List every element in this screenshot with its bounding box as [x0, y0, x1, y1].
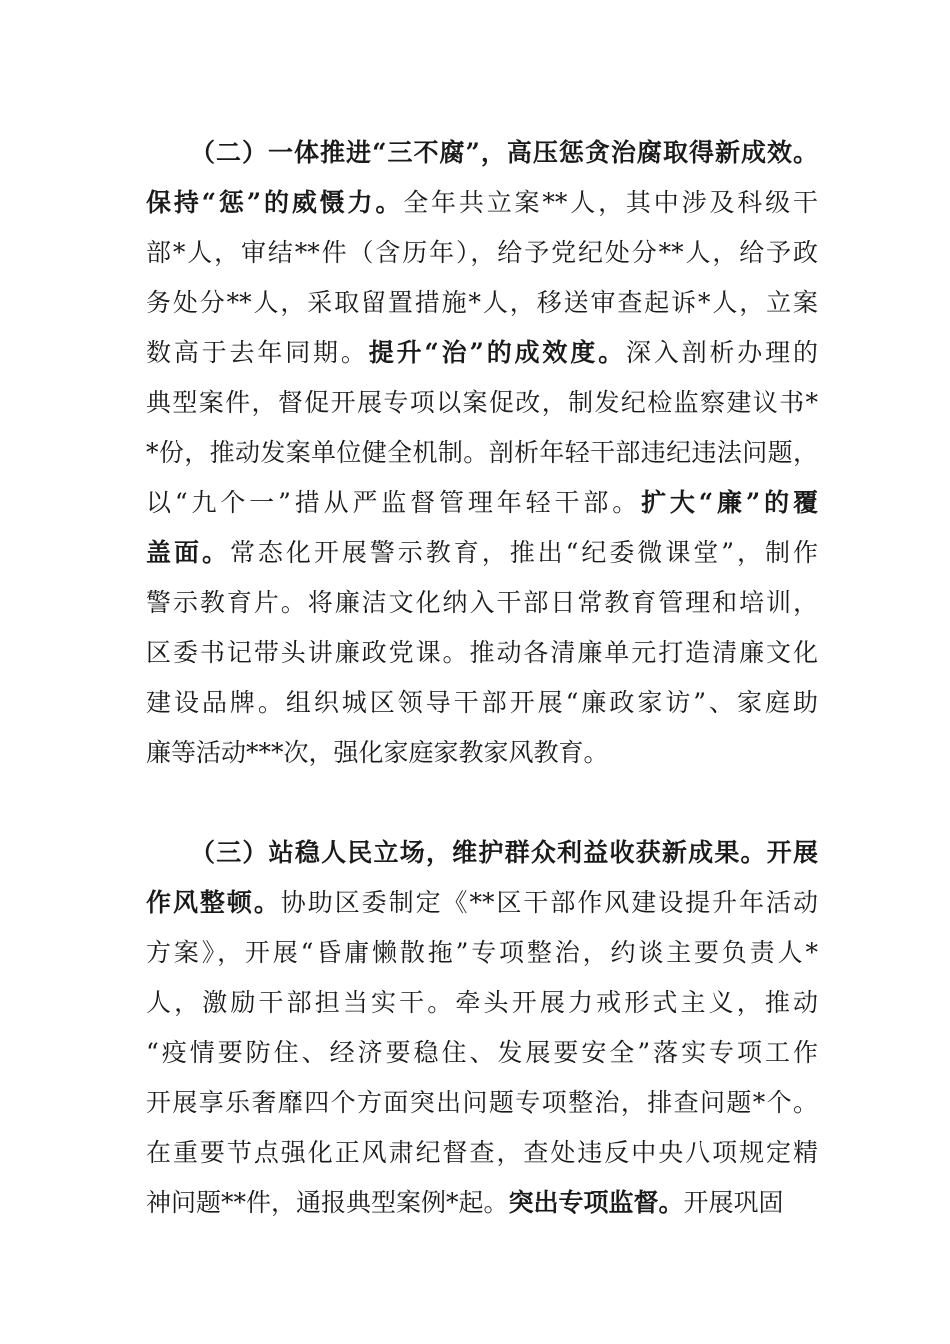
bold-phrase: 保持“惩”的威慑力。: [146, 188, 404, 217]
text-run: 神问题**件，通报典型案例*起。: [146, 1188, 509, 1217]
text-run: 常态化开展警示教育，推出“纪委微课堂”，制作: [229, 538, 818, 567]
bold-phrase: 作风整顿。: [146, 888, 281, 917]
text-run: 深入剖析办理的: [625, 338, 818, 367]
text-line: [146, 578, 818, 628]
bold-phrase: （二）一体推进“三不腐”，高压惩贪治腐取得新成效。: [190, 138, 818, 167]
text-line: [146, 428, 818, 478]
text-line: [146, 228, 818, 278]
text-line: [146, 328, 818, 378]
text-line: [146, 1078, 818, 1128]
text-line: [146, 1178, 818, 1228]
bold-phrase: 提升“治”的成效度。: [368, 338, 626, 367]
text-run: 在重要节点强化正风肃纪督查，查处违反中央八项规定精: [146, 1138, 818, 1167]
text-run: 务处分**人，采取留置措施*人，移送审查起诉*人，立案: [146, 288, 818, 317]
section-three-paragraph: [146, 828, 818, 1228]
text-line: [146, 178, 818, 228]
section-two-paragraph: [146, 128, 818, 778]
text-run: 建设品牌。组织城区领导干部开展“廉政家访”、家庭助: [146, 688, 818, 717]
text-run: 开展享乐奢靡四个方面突出问题专项整治，排查问题*个。: [146, 1088, 818, 1117]
text-line: [146, 528, 818, 578]
text-line: [146, 678, 818, 728]
text-line: [146, 878, 818, 928]
paragraph-gap: [146, 778, 818, 828]
text-run: 协助区委制定《**区干部作风建设提升年活动: [280, 888, 818, 917]
text-run: “疫情要防住、经济要稳住、发展要安全”落实专项工作: [146, 1038, 818, 1067]
text-run: 方案》，开展“昏庸懒散拖”专项整治，约谈主要负责人*: [146, 938, 818, 967]
text-run: *份，推动发案单位健全机制。剖析年轻干部违纪违法问题，: [146, 438, 818, 467]
text-run: 全年共立案**人，其中涉及科级干: [403, 188, 818, 217]
text-line: [146, 278, 818, 328]
text-line: [146, 928, 818, 978]
text-run: 区委书记带头讲廉政党课。推动各清廉单元打造清廉文化: [146, 638, 818, 667]
text-line: [146, 728, 818, 778]
text-run: 人，激励干部担当实干。牵头开展力戒形式主义，推动: [146, 988, 818, 1017]
bold-phrase: 突出专项监督。: [508, 1188, 684, 1217]
text-line: [146, 1028, 818, 1078]
text-run: 以“九个一”措从严监督管理年轻干部。: [146, 488, 642, 517]
text-line: [146, 478, 818, 528]
text-line: [146, 828, 818, 878]
bold-phrase: （三）站稳人民立场，维护群众利益收获新成果。开展: [190, 838, 818, 867]
text-run: 部*人，审结**件（含历年），给予党纪处分**人，给予政: [146, 238, 818, 267]
text-line: [146, 378, 818, 428]
text-line: [146, 628, 818, 678]
text-run: 警示教育片。将廉洁文化纳入干部日常教育管理和培训，: [146, 588, 818, 617]
text-run: 开展巩固: [683, 1188, 784, 1217]
text-run: 典型案件，督促开展专项以案促改，制发纪检监察建议书*: [146, 388, 818, 417]
bold-phrase: 扩大“廉”的覆: [641, 488, 818, 517]
text-run: 数高于去年同期。: [146, 338, 369, 367]
document-page: [146, 128, 818, 1228]
bold-phrase: 盖面。: [146, 538, 230, 567]
text-run: 廉等活动***次，强化家庭家教家风教育。: [146, 738, 609, 767]
text-line: [146, 1128, 818, 1178]
text-line: [146, 978, 818, 1028]
text-line: [146, 128, 818, 178]
